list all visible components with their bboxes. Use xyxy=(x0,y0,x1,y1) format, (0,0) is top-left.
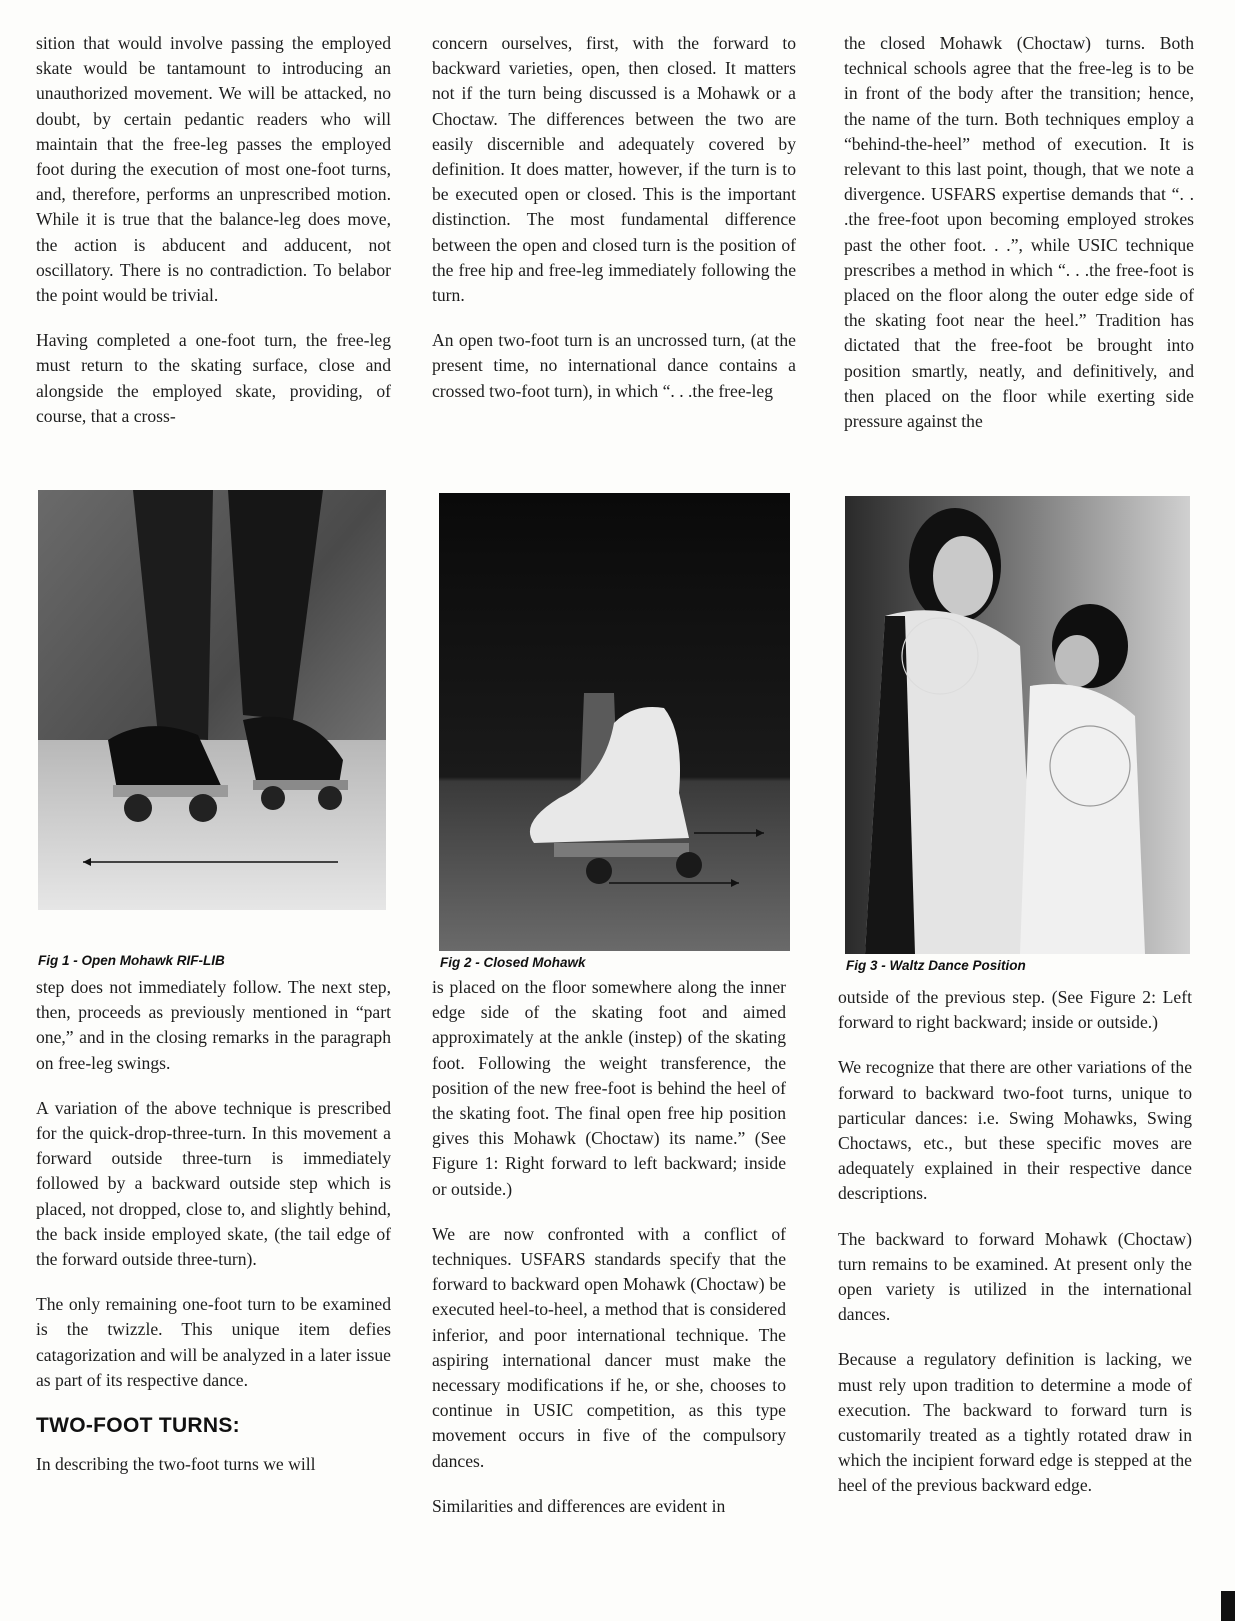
paragraph: step does not immediately follow. The next step, then, proceeds as previously mentioned in “part one,” and in the closing remarks in the paragraph on free-leg swings. xyxy=(36,977,391,1073)
paragraph: concern ourselves, first, with the forward to backward varieties, open, then closed. It matters not if the turn being discussed is a Mohawk or a Choctaw. The differences between the two are easily discernible and adequately covered by definition. It does matter, however, if the turn is to be executed open or closed. This is the important distinction. The most fundamental difference between the open and closed turn is the position of the free hip and free-leg immediately following the turn. xyxy=(432,33,796,306)
paragraph: An open two-foot turn is an uncrossed turn, (at the present time, no international dance contains a crossed two-foot turn), in which “. . .the free-leg xyxy=(432,330,796,401)
column-3-top-text xyxy=(844,31,1194,434)
column-1-top-text xyxy=(36,31,391,429)
paragraph: Having completed a one-foot turn, the free-leg must return to the skating surface, close and alongside the employed skate, providing, of course, that a cross- xyxy=(36,330,391,426)
column-1-bottom-text xyxy=(36,975,391,1477)
figure-1-photo xyxy=(38,490,386,910)
paragraph: The only remaining one-foot turn to be examined is the twizzle. This unique item defies catagorization and will be analyzed in a later issue as part of its respective dance. xyxy=(36,1294,391,1390)
section-heading: TWO-FOOT TURNS: xyxy=(36,1414,240,1438)
column-3-bottom-text xyxy=(838,985,1192,1499)
paragraph: is placed on the floor somewhere along the inner edge side of the skating foot and aimed approximately at the ankle (instep) of the skating foot. Following the weight transference, the position of the new free-foot is behind the heel of the skating foot. The final open free hip position gives this Mohawk (Choctaw) its name.” (See Figure 1: Right forward to left backward; inside or outside.) xyxy=(432,977,786,1199)
paragraph: sition that would involve passing the employed skate would be tantamount to introducing an unauthorized movement. We will be attacked, no doubt, by certain pedantic readers who will maintain that the free-leg passes the employed foot during the execution of most one-foot turns, and, therefore, performs an unprescribed motion. While it is true that the balance-leg does move, the action is abducent and adducent, not oscillatory. There is no contradiction. To belabor the point would be trivial. xyxy=(36,33,391,306)
figure-2-caption: Fig 2 - Closed Mohawk xyxy=(440,955,586,970)
figure-3-caption: Fig 3 - Waltz Dance Position xyxy=(846,958,1026,973)
page-edge-mark xyxy=(1221,1591,1235,1621)
column-2-top-text xyxy=(432,31,796,404)
paragraph: In describing the two-foot turns we will xyxy=(36,1454,316,1475)
column-2-bottom-text xyxy=(432,975,786,1519)
paragraph: Similarities and differences are evident in xyxy=(432,1495,726,1516)
paragraph: We are now confronted with a conflict of techniques. USFARS standards specify that the forward to backward open Mohawk (Choctaw) be executed heel-to-heel, a method that is considered inferior, and poor international technique. The aspiring international dancer must make the necessary modifications if he, or she, chooses to continue in USIC competition, as this type movement occurs in five of the compulsory dances. xyxy=(432,1223,786,1471)
figure-2-photo xyxy=(439,493,790,951)
paragraph: A variation of the above technique is prescribed for the quick-drop-three-turn. In this movement a forward outside three-turn is immediately followed by a backward outside step which is placed, not dropped, close to, and slightly behind, the back inside employed skate, (the tail edge of the forward outside three-turn). xyxy=(36,1097,391,1270)
figure-3-photo xyxy=(845,496,1190,954)
paragraph: the closed Mohawk (Choctaw) turns. Both technical schools agree that the free-leg is to be in front of the body after the transition; hence, the name of the turn. Both techniques employ a “behind-the-heel” method of execution. It is relevant to this last point, though, that we note a divergence. USFARS expertise demands that “. . .the free-foot upon becoming employed strokes past the other foot. . .”, while USIC technique prescribes a method in which “. . .the free-foot is placed on the floor along the outer edge side of the skating foot near the heel.” Tradition has dictated that the free-foot be brought into position smartly, neatly, and definitively, and then placed on the floor while exerting side pressure against the xyxy=(844,33,1194,432)
paragraph: outside of the previous step. (See Figure 2: Left forward to right backward; inside or outside.) xyxy=(838,987,1192,1033)
paragraph: Because a regulatory definition is lacking, we must rely upon tradition to determine a mode of execution. The backward to forward turn is customarily treated as a tightly rotated draw in which the incipient forward edge is stepped at the heel of the previous backward edge. xyxy=(838,1349,1192,1496)
paragraph: The backward to forward Mohawk (Choctaw) turn remains to be examined. At present only the open variety is utilized in the international dances. xyxy=(838,1228,1192,1325)
figure-1-caption: Fig 1 - Open Mohawk RIF-LIB xyxy=(38,953,225,968)
paragraph: We recognize that there are other variations of the forward to backward two-foot turns, unique to particular dances: i.e. Swing Mohawks, Swing Choctaws, etc., but these specific moves are adequately explained in their respective dance descriptions. xyxy=(838,1057,1192,1204)
